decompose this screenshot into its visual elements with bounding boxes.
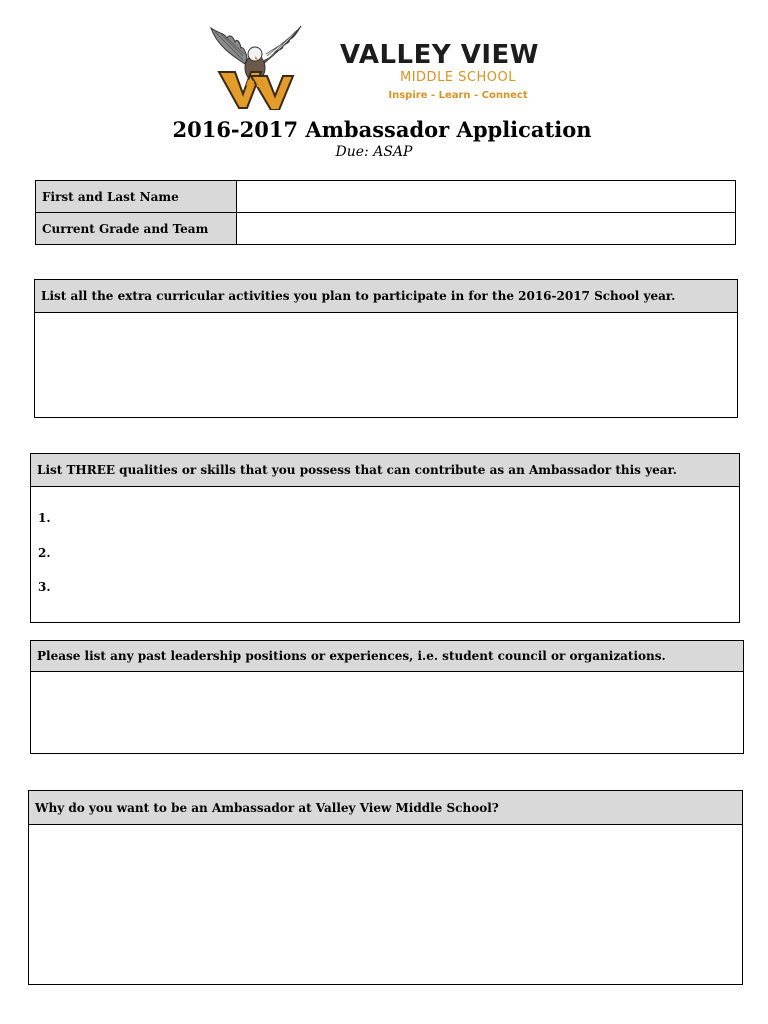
eagle-vv-logo-icon xyxy=(205,24,305,110)
leadership-question-box xyxy=(30,640,744,754)
name-field[interactable] xyxy=(237,181,736,213)
school-logo xyxy=(205,24,305,110)
student-info-table xyxy=(35,180,736,245)
activities-question-label: List all the extra curricular activities you plan to participate in for the 2016-2017 School year. xyxy=(35,280,737,313)
grade-team-label: Current Grade and Team xyxy=(36,213,237,245)
leadership-answer-field[interactable] xyxy=(31,672,743,753)
qualities-question-label: List THREE qualities or skills that you possess that can contribute as an Ambassador this year. xyxy=(31,454,739,487)
why-ambassador-question-box xyxy=(28,790,743,985)
school-name: VALLEY VIEW xyxy=(340,40,539,70)
activities-question-box xyxy=(34,279,738,418)
table-row xyxy=(36,181,736,213)
qualities-question-box xyxy=(30,453,740,623)
school-subtitle: MIDDLE SCHOOL xyxy=(400,70,516,85)
due-date: Due: ASAP xyxy=(335,144,413,160)
quality-item-1: 1. xyxy=(38,511,51,525)
qualities-answer-area[interactable] xyxy=(31,487,739,622)
activities-answer-field[interactable] xyxy=(35,313,737,417)
table-row xyxy=(36,213,736,245)
why-ambassador-question-label: Why do you want to be an Ambassador at Valley View Middle School? xyxy=(29,791,742,825)
school-tagline: Inspire - Learn - Connect xyxy=(388,90,528,101)
grade-team-field[interactable] xyxy=(237,213,736,245)
why-ambassador-answer-field[interactable] xyxy=(29,825,742,984)
quality-item-3: 3. xyxy=(38,580,51,594)
quality-item-2: 2. xyxy=(38,546,51,560)
leadership-question-label: Please list any past leadership positions or experiences, i.e. student council or organizations. xyxy=(31,641,743,672)
name-label: First and Last Name xyxy=(36,181,237,213)
document-title: 2016-2017 Ambassador Application xyxy=(172,117,592,142)
